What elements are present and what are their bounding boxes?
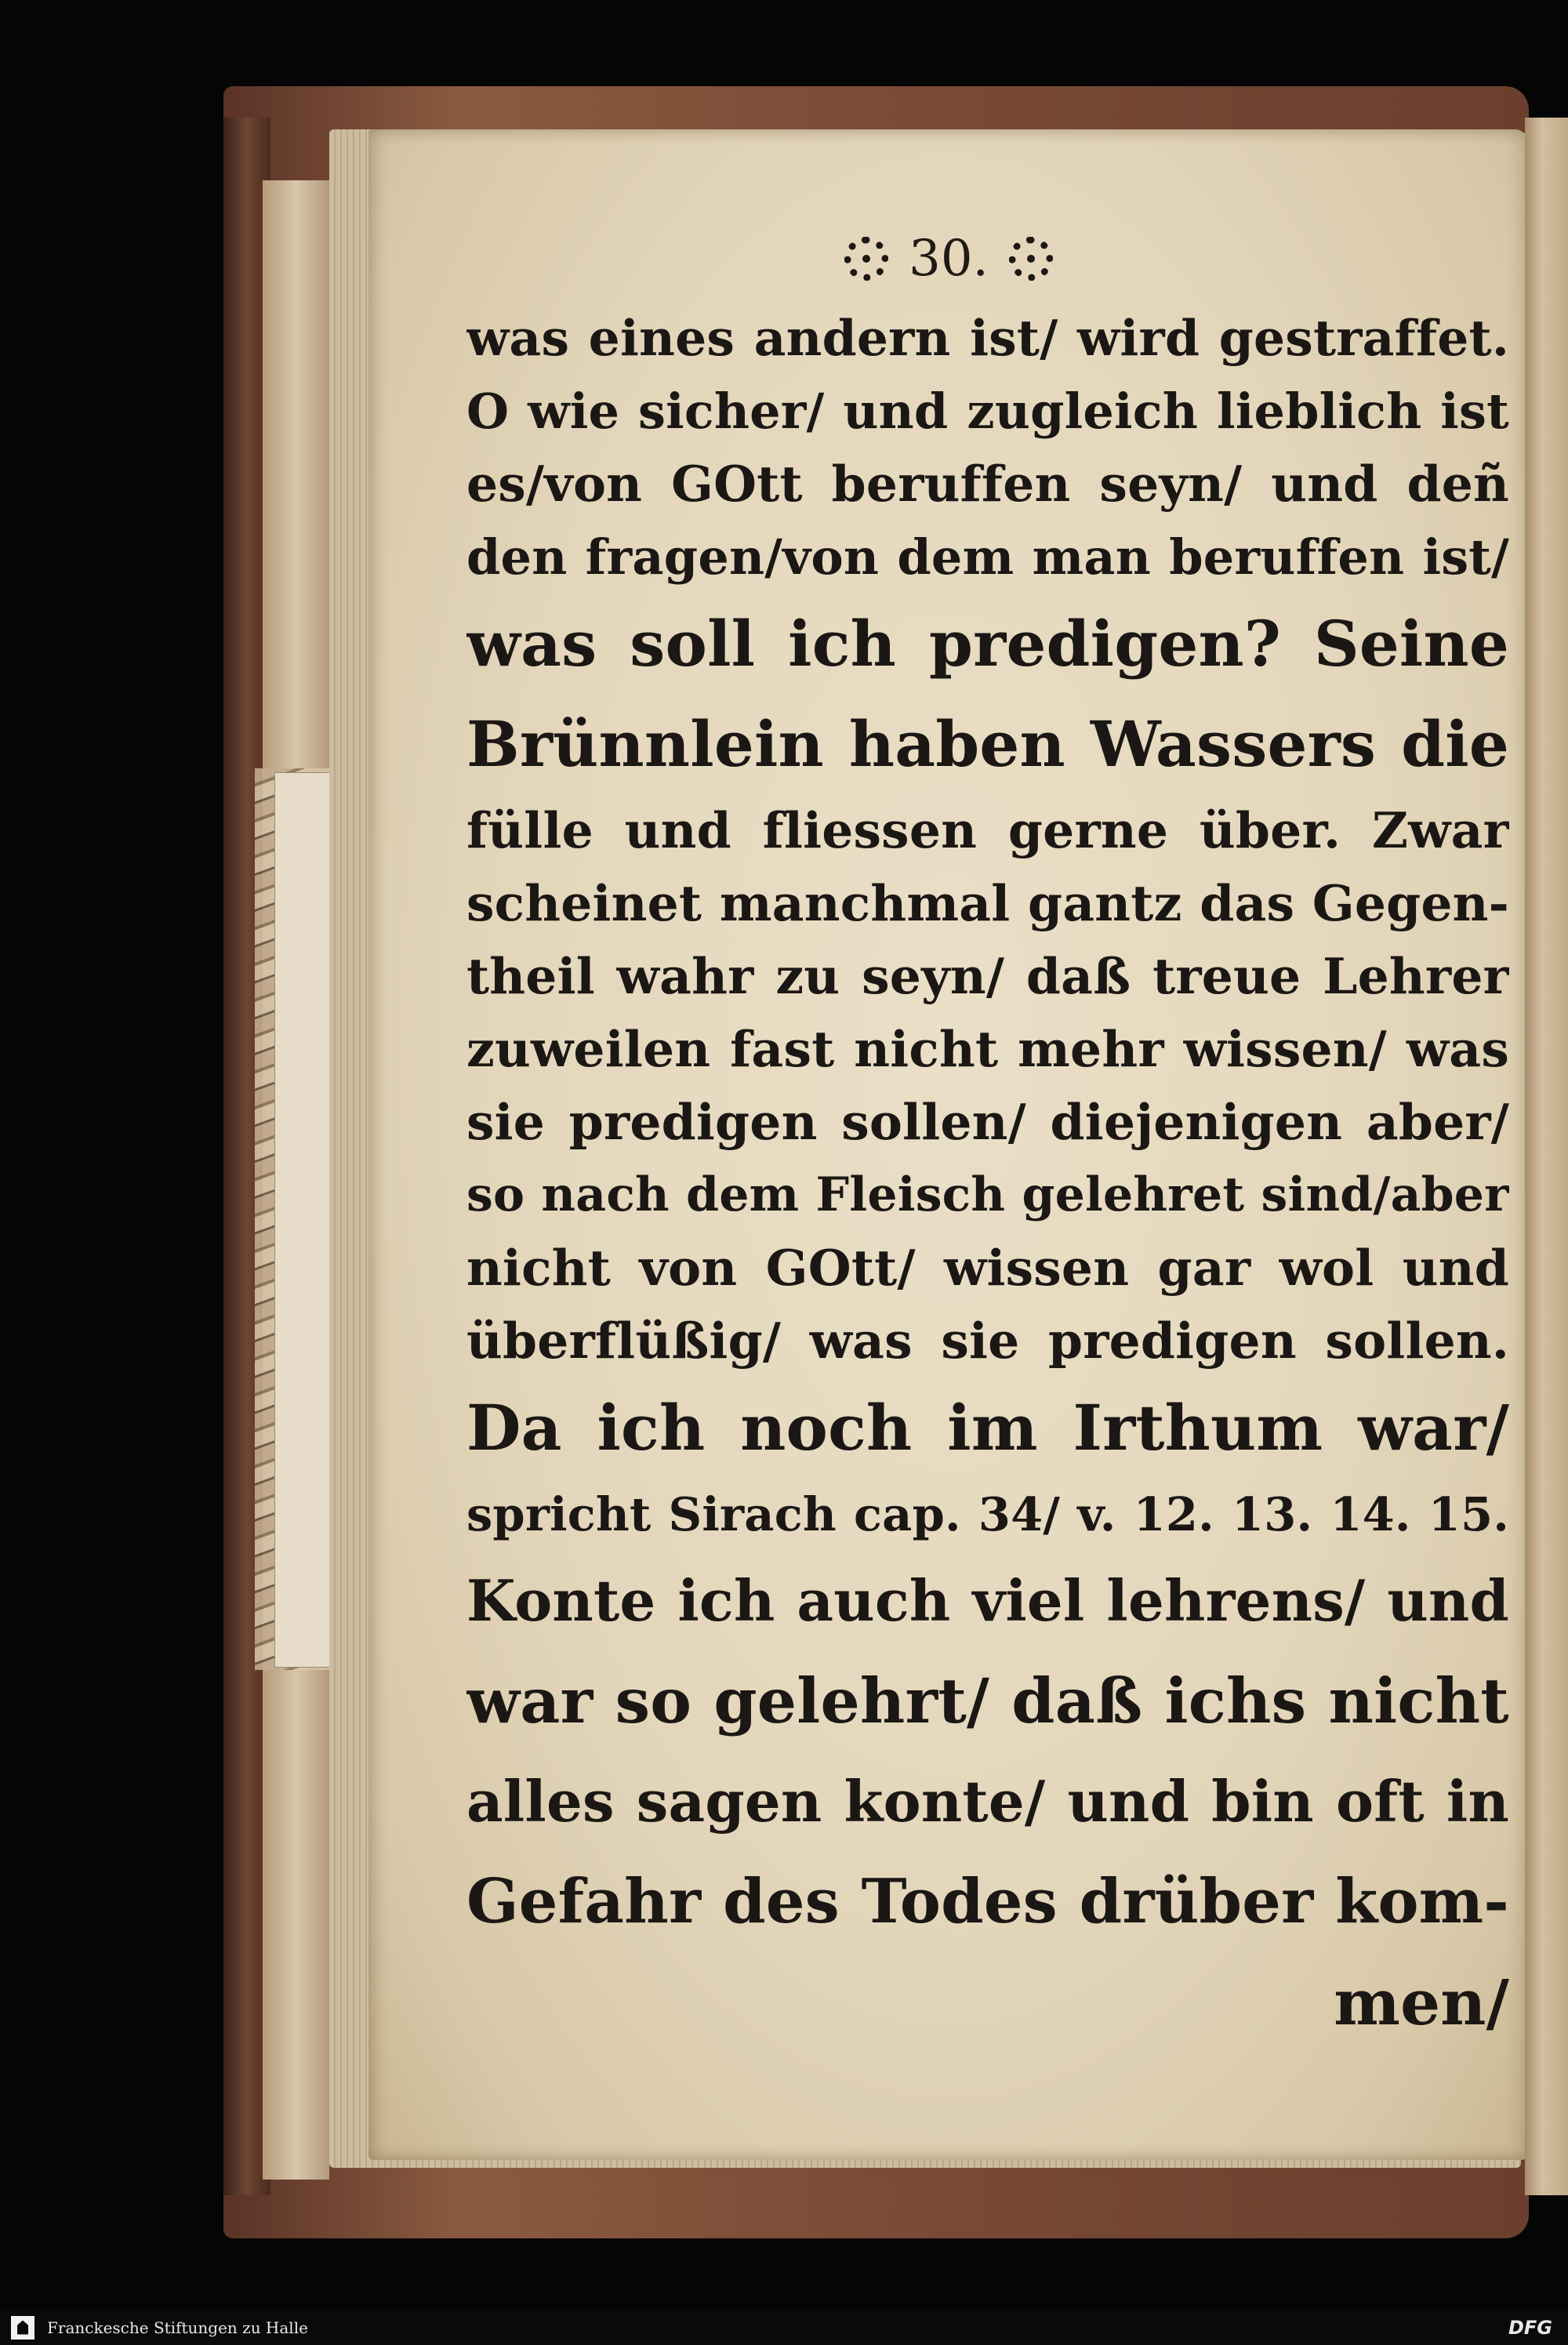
- text-line: alles sagen konte/ und bin oft in: [466, 1768, 1509, 1835]
- text-line: O wie sicher/ und zugleich lieblich ist: [466, 383, 1509, 440]
- funder-logo: DFG: [1508, 2316, 1552, 2339]
- text-line: fülle und fliessen gerne über. Zwar: [466, 801, 1509, 859]
- page-number: 30.: [909, 230, 989, 288]
- text-line: scheinet manchmal gantz das Gegen-: [466, 874, 1509, 932]
- paper-tab-strip: [274, 772, 331, 1668]
- text-line: theil wahr zu seyn/ daß treue Lehrer: [466, 947, 1509, 1005]
- text-line: men/: [1334, 1966, 1509, 2039]
- text-line: den fragen/von dem man beruffen ist/: [466, 528, 1509, 586]
- text-line: war so gelehrt/ daß ichs nicht: [466, 1664, 1509, 1737]
- text-line: überflüßig/ was sie predigen sollen.: [466, 1312, 1509, 1370]
- text-line: zuweilen fast nicht mehr wissen/ was: [466, 1020, 1509, 1078]
- text-line: Gefahr des Todes drüber kom-: [466, 1866, 1509, 1937]
- text-line: was eines andern ist/ wird gestraffet.: [466, 309, 1509, 367]
- ornament-left-icon: [844, 237, 888, 281]
- text-line: was soll ich predigen? Seine: [466, 607, 1509, 681]
- text-line: so nach dem Fleisch gelehret sind/aber: [466, 1167, 1509, 1222]
- ornament-right-icon: [1009, 237, 1053, 281]
- text-line: nicht von GOtt/ wissen gar wol und: [466, 1239, 1509, 1297]
- institution-logo-icon: [11, 2316, 34, 2340]
- right-page-edge: [1525, 118, 1568, 2195]
- text-line: Da ich noch im Irthum war/: [466, 1391, 1509, 1465]
- page-text: [466, 302, 1509, 2089]
- text-line: es/von GOtt beruffen seyn/ und deñ: [466, 455, 1509, 513]
- page-header: [368, 223, 1529, 294]
- footer-bar: [0, 2310, 1568, 2345]
- text-line: sie predigen sollen/ diejenigen aber/: [466, 1093, 1509, 1151]
- text-line: Konte ich auch viel lehrens/ und: [466, 1567, 1509, 1634]
- footer-institution: Franckesche Stiftungen zu Halle: [47, 2318, 308, 2337]
- text-line: spricht Sirach cap. 34/ v. 12. 13. 14. 15.: [466, 1487, 1509, 1541]
- text-line: Brünnlein haben Wassers die: [466, 707, 1509, 781]
